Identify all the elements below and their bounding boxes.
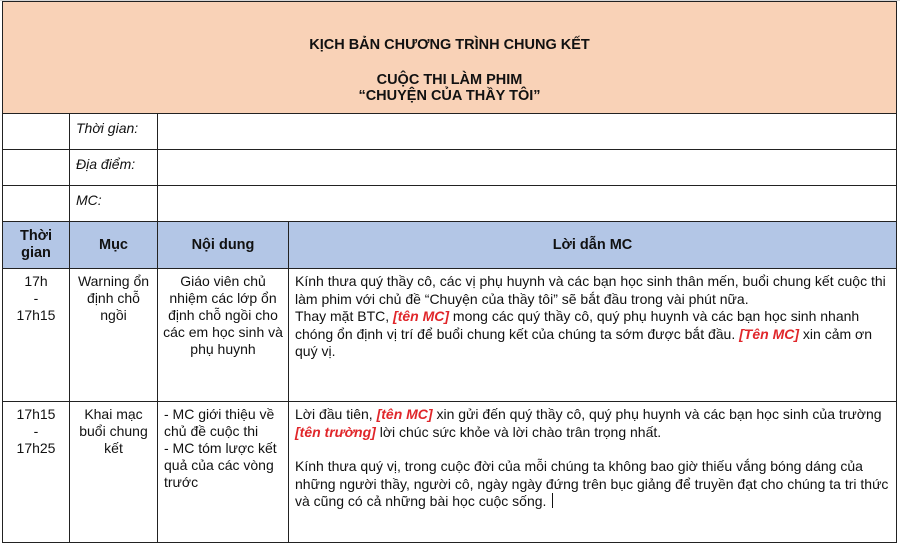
time-dash: - [33,423,39,439]
mc-name-placeholder: [tên MC] [376,406,433,422]
school-name-placeholder: [tên trường] [295,423,376,440]
mc-name-placeholder: [Tên MC] [739,325,800,342]
mc-text: xin gửi đến quý thầy cô, quý phụ huynh và các bạn học sinh của trường [432,406,882,422]
mc-paragraph [295,308,890,361]
mc-text: mong các quý thầy cô, quý phụ huynh và các bạn học sinh nhanh chóng ổn định vị trí để buổi chung kết của chúng ta sớm được bắt đầu. [295,308,860,342]
mc-text: xin cảm ơn quý vị. [295,325,872,360]
row-item-cell[interactable] [70,269,158,402]
row-mc-cell[interactable] [289,402,897,543]
row-content-cell[interactable] [158,269,289,402]
info-row-mc [3,186,897,222]
row-item-text: Warning ổn định chỗ ngồi [77,273,150,323]
contest-name: CUỘC THI LÀM PHIM [376,72,523,88]
mc-paragraph [295,458,890,511]
title-cell[interactable] [3,2,897,114]
header-time-line1: Thời [19,228,53,244]
row-content-cell[interactable] [158,402,289,543]
content-bullet: - MC giới thiệu về chủ đề cuộc thi [164,406,275,439]
info-label-location: Địa điểm: [70,150,158,186]
header-time[interactable] [3,222,70,269]
row-content-text: Giáo viên chủ nhiệm các lớp ổn định chỗ ngồi cho các em học sinh và phụ huynh [163,273,283,357]
header-content[interactable]: Nội dung [158,222,289,269]
mc-text: Thay mặt BTC, [295,308,394,325]
content-bullet: - MC tóm lược kết quả của các vòng trước [164,440,277,490]
header-time-line2: gian [21,245,51,261]
header-mc-script[interactable]: Lời dẫn MC [289,222,897,269]
contest-theme: “CHUYỆN CỦA THẦY TÔI” [358,88,541,104]
info-label-time: Thời gian: [70,114,158,150]
info-value-time[interactable] [158,114,897,150]
info-value-mc[interactable] [158,186,897,222]
info-blank-cell[interactable] [3,186,70,222]
info-label-mc: MC: [70,186,158,222]
info-blank-cell[interactable] [3,150,70,186]
time-start: 17h [24,273,48,289]
info-value-location[interactable] [158,150,897,186]
text-cursor [552,493,553,508]
time-dash: - [33,290,39,306]
row-mc-cell[interactable] [289,269,897,402]
mc-text: Kính thưa quý vị, trong cuộc đời của mỗi chúng ta không bao giờ thiếu vắng bóng dáng của những người thầy, người cô, ngày ngày đứng trên bục giảng để truyền đạt cho chúng ta tri thức và cũng có cả những bài học cuộc sống. [295,458,889,510]
info-row-time [3,114,897,150]
title-row [3,2,897,114]
row-item-cell[interactable] [70,402,158,543]
info-blank-cell[interactable] [3,114,70,150]
time-end: 17h25 [16,440,56,456]
info-row-location [3,150,897,186]
script-table [2,1,897,543]
table-header-row [3,222,897,269]
row-item-text: Khai mạc buổi chung kết [79,406,148,456]
row-time-cell[interactable] [3,269,70,402]
mc-paragraph [295,406,890,441]
mc-paragraph: Kính thưa quý thầy cô, các vị phụ huynh và các bạn học sinh thân mến, buổi chung kết cuộc thi làm phim với chủ đề “Chuyện của thầy tôi” sẽ bắt đầu trong vài phút nữa. [295,273,886,307]
paragraph-spacer [295,441,890,458]
document-title: KỊCH BẢN CHƯƠNG TRÌNH CHUNG KẾT [309,37,590,53]
mc-text: lời chúc sức khỏe và lời chào trân trọng nhất. [375,423,662,440]
time-start: 17h15 [16,406,56,422]
mc-text: Lời đầu tiên, [295,406,377,422]
header-item[interactable]: Mục [70,222,158,269]
row-time-cell[interactable] [3,402,70,543]
table-row [3,402,897,543]
time-end: 17h15 [16,307,56,323]
table-row [3,269,897,402]
mc-name-placeholder: [tên MC] [393,308,450,325]
